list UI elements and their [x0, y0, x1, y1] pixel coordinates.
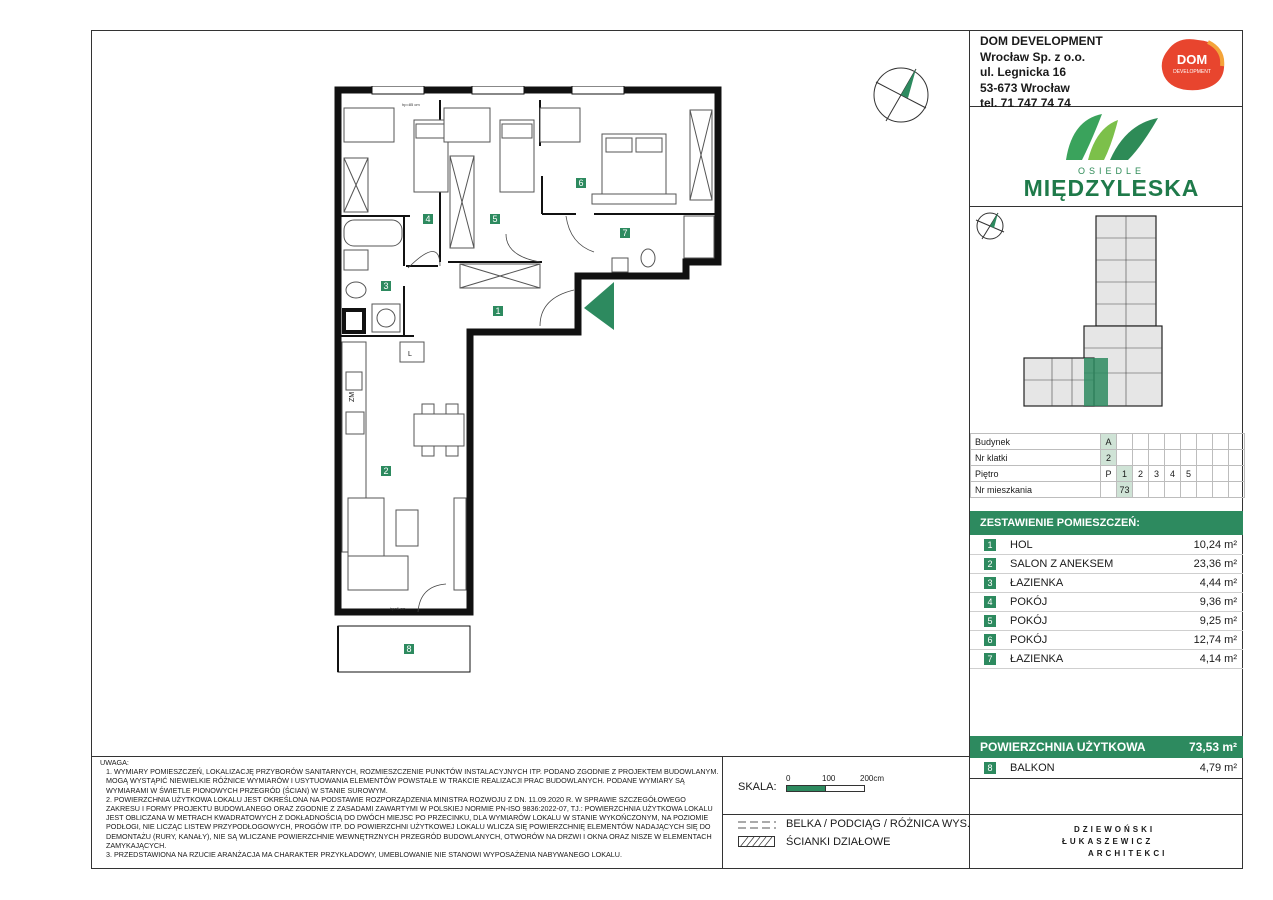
info-cell: [1149, 450, 1165, 466]
room-number: 4: [984, 596, 996, 608]
architects-line2: ŁUKASZEWICZ: [1062, 837, 1154, 846]
panel-divider-4: [970, 814, 1243, 815]
info-cell: [1213, 434, 1229, 450]
scale-tick-0: 0: [786, 774, 791, 783]
info-cell: [1229, 482, 1245, 498]
info-cell: [1181, 434, 1197, 450]
apartment-info-table: [970, 433, 1245, 498]
info-cell: 3: [1149, 466, 1165, 482]
info-cell: 5: [1181, 466, 1197, 482]
legend-beam: BELKA / PODCIĄG / RÓŻNICA WYS.: [786, 818, 970, 830]
info-row-staircase: [971, 450, 1245, 466]
logo-text-development: DEVELOPMENT: [1173, 69, 1211, 75]
room-number: 6: [984, 634, 996, 646]
room-area: 4,79 m²: [1199, 762, 1237, 774]
plan-label: 5: [492, 214, 498, 224]
info-cell: 2: [1101, 450, 1117, 466]
scale-label: SKALA:: [738, 781, 777, 793]
notes-title: UWAGA:: [100, 758, 129, 767]
info-cell: [1133, 434, 1149, 450]
notes: [100, 758, 720, 859]
info-cell: A: [1101, 434, 1117, 450]
room-area: 4,14 m²: [1199, 653, 1237, 665]
info-cell: [1229, 434, 1245, 450]
summary-value: 73,53 m²: [1188, 740, 1237, 754]
company-city: 53-673 Wrocław: [980, 80, 1070, 95]
room-row: [970, 612, 1243, 631]
window-note: hp=85 cm: [402, 102, 420, 107]
info-row-floor: [971, 466, 1245, 482]
company-line2: Wrocław Sp. z o.o.: [980, 49, 1086, 64]
room-area: 10,24 m²: [1193, 539, 1237, 551]
notes-scale-divider: [722, 756, 723, 869]
note-3: 3. PRZEDSTAWIONA NA RZUCIE ARANŻACJA MA CHARAKTER PRZYKŁADOWY, UMEBLOWANIE NIE STANOWI WYPOSAŻENIA NABYWANEGO LOKALU.: [106, 850, 622, 860]
room-name: HOL: [1010, 539, 1033, 551]
info-cell: [1133, 482, 1149, 498]
panel-divider-2: [970, 206, 1243, 207]
info-cell: [1149, 482, 1165, 498]
room-number: 3: [984, 577, 996, 589]
room-number: 5: [984, 615, 996, 627]
room-number: 1: [984, 539, 996, 551]
room-row: [970, 593, 1243, 612]
door-note: hp=6 cm: [390, 606, 406, 611]
architects-line1: DZIEWOŃSKI: [1074, 825, 1156, 834]
legend-partition: ŚCIANKI DZIAŁOWE: [786, 836, 891, 848]
info-cell: P: [1101, 466, 1117, 482]
room-row: [970, 631, 1243, 650]
brand-small-text: OSIEDLE: [1077, 166, 1145, 176]
notes-divider: [91, 756, 970, 757]
info-cell: [1229, 450, 1245, 466]
north-arrow-icon: [872, 66, 930, 124]
plan-label: 2: [383, 466, 389, 476]
summary-label: POWIERZCHNIA UŻYTKOWA: [980, 740, 1146, 754]
room-area: 4,44 m²: [1199, 577, 1237, 589]
room-row: [970, 650, 1243, 669]
panel-divider-3: [970, 778, 1243, 779]
brand-title: MIĘDZYLESKA: [1023, 175, 1200, 201]
info-label: Nr mieszkania: [971, 482, 1101, 498]
info-cell: [1181, 482, 1197, 498]
info-cell: [1197, 450, 1213, 466]
room-number: 2: [984, 558, 996, 570]
room-name: POKÓJ: [1010, 596, 1048, 608]
info-cell: [1197, 482, 1213, 498]
rooms-header: ZESTAWIENIE POMIESZCZEŃ:: [970, 511, 1243, 535]
info-label: Nr klatki: [971, 450, 1101, 466]
info-row-building: [971, 434, 1245, 450]
company-info: [980, 34, 1103, 112]
scale-tick-200: 200cm: [860, 774, 885, 783]
company-name: DOM DEVELOPMENT: [980, 34, 1103, 48]
scale-tick-100: 100: [822, 774, 836, 783]
info-cell: [1101, 482, 1117, 498]
note-1: 1. WYMIARY POMIESZCZEŃ, LOKALIZACJĘ PRZYBORÓW SANITARNYCH, ROZMIESZCZENIE PUNKTÓW INSTALACYJNYCH ITP. PODANO ZGODNIE Z PROJEKTEM BUDOWLANYM. MOGĄ WYSTĄPIĆ NIEWIELKIE RÓŻNICE WYMIARÓW I USYTUOWANIA ELEMENTÓW POWSTAŁE W TRAKCIE REALIZACJI PRAC BUDOWLANYCH. PODANE WYMIARY SĄ WYMIARAMI W ŚWIETLE PIONOWYCH PRZEGRÓD (ŚCIAN) W STANIE SUROWYM.: [106, 767, 719, 795]
info-cell: [1165, 450, 1181, 466]
osiedle-brand: [980, 108, 1243, 206]
info-cell: [1181, 450, 1197, 466]
scale-bar-empty: [825, 785, 865, 792]
room-area: 9,25 m²: [1199, 615, 1237, 627]
room-number: 7: [984, 653, 996, 665]
brand-leaf-icon: [1062, 110, 1162, 166]
info-cell: 1: [1117, 466, 1133, 482]
scale-legend-divider: [722, 814, 970, 815]
usable-area-summary: [970, 736, 1243, 758]
room-row: [970, 555, 1243, 574]
plan-label: 1: [495, 306, 501, 316]
room-name: ŁAZIENKA: [1010, 653, 1064, 665]
dom-development-logo: [1158, 36, 1226, 92]
room-area: 23,36 m²: [1193, 558, 1237, 570]
dashed-line-icon: [738, 820, 778, 830]
info-cell: [1213, 450, 1229, 466]
info-row-apartment: [971, 482, 1245, 498]
plan-label: 8: [406, 644, 412, 654]
room-name: POKÓJ: [1010, 634, 1048, 646]
room-row: [970, 536, 1243, 555]
fridge-label: ZM: [349, 391, 356, 402]
entrance-arrow-icon: [584, 282, 614, 330]
architects-line3: ARCHITEKCI: [1088, 849, 1168, 858]
room-name: ŁAZIENKA: [1010, 577, 1064, 589]
info-cell: [1197, 434, 1213, 450]
info-cell: [1229, 466, 1245, 482]
info-cell: [1213, 482, 1229, 498]
room-name: BALKON: [1010, 762, 1055, 774]
info-cell: [1213, 466, 1229, 482]
room-area: 12,74 m²: [1193, 634, 1237, 646]
logo-text-dom: DOM: [1176, 52, 1208, 67]
info-cell: [1117, 450, 1133, 466]
room-name: SALON Z ANEKSEM: [1010, 558, 1114, 570]
info-cell: [1165, 482, 1181, 498]
plan-label: 4: [425, 214, 431, 224]
plan-label: 3: [383, 281, 389, 291]
key-plan: [972, 208, 1242, 430]
info-label: Piętro: [971, 466, 1101, 482]
info-cell: [1117, 434, 1133, 450]
info-cell: 4: [1165, 466, 1181, 482]
architects-logo: [1062, 824, 1167, 860]
room-row: [970, 574, 1243, 593]
plan-label: 6: [578, 178, 584, 188]
room-number: 8: [984, 762, 996, 774]
scale-bar-filled: [786, 785, 826, 792]
room-area: 9,36 m²: [1199, 596, 1237, 608]
info-cell: [1133, 450, 1149, 466]
info-cell: 2: [1133, 466, 1149, 482]
info-cell: [1165, 434, 1181, 450]
floor-plan: [330, 86, 726, 676]
room-name: POKÓJ: [1010, 615, 1048, 627]
company-phone: tel. 71 747 74 74: [980, 96, 1071, 110]
balcony-row: [970, 759, 1243, 778]
info-cell: [1149, 434, 1165, 450]
info-cell: [1197, 466, 1213, 482]
hatch-icon: [738, 836, 776, 848]
note-2: 2. POWIERZCHNIA UŻYTKOWA LOKALU JEST OKREŚLONA NA PODSTAWIE ROZPORZĄDZENIA MINISTRA ROZWOJU Z DN. 11.09.2020 R. W SPRAWIE SZCZEGÓŁOWEGO ZAKRESU I FORMY PROJEKTU BUDOWLANEGO ORAZ ZGODNIE Z ZASADAMI ZAWARTYMI W POLSKIEJ NORMIE PN-ISO 9836:2022-07, TJ.: POWIERZCHNIA UŻYTKOWA LOKALU JEST OBLICZANA W METRACH KWADRATOWYCH Z DOKŁADNOŚCIĄ DO DWÓCH MIEJSC PO PRZECINKU, DLA WYMIARÓW LOKALU W STANIE WYKOŃCZONYM, NA POZIOMIE PODŁOGI, NIE LICZĄC LISTEW PRZYPODŁOGOWYCH, PROGÓW ITP. DO POWIERZCHNI UŻYTKOWEJ LOKALU WLICZA SIĘ POWIERZCHNIĘ ELEMENTÓW NADAJĄCYCH SIĘ DO DEMONTAŻU (RURY, KANAŁY), NIE SĄ WLICZANE POWIERZCHNIE WEWNĘTRZNYCH PRZEGRÓD BUDOWLANYCH, OTWORÓW NA DRZWI I OKNA ORAZ NISZE W ELEMENTACH ZAMYKAJĄCYCH.: [106, 794, 713, 850]
info-label: Budynek: [971, 434, 1101, 450]
company-street: ul. Legnicka 16: [980, 65, 1067, 79]
info-cell: 73: [1117, 482, 1133, 498]
plan-label: 7: [622, 228, 628, 238]
washer-label: L: [408, 351, 412, 358]
